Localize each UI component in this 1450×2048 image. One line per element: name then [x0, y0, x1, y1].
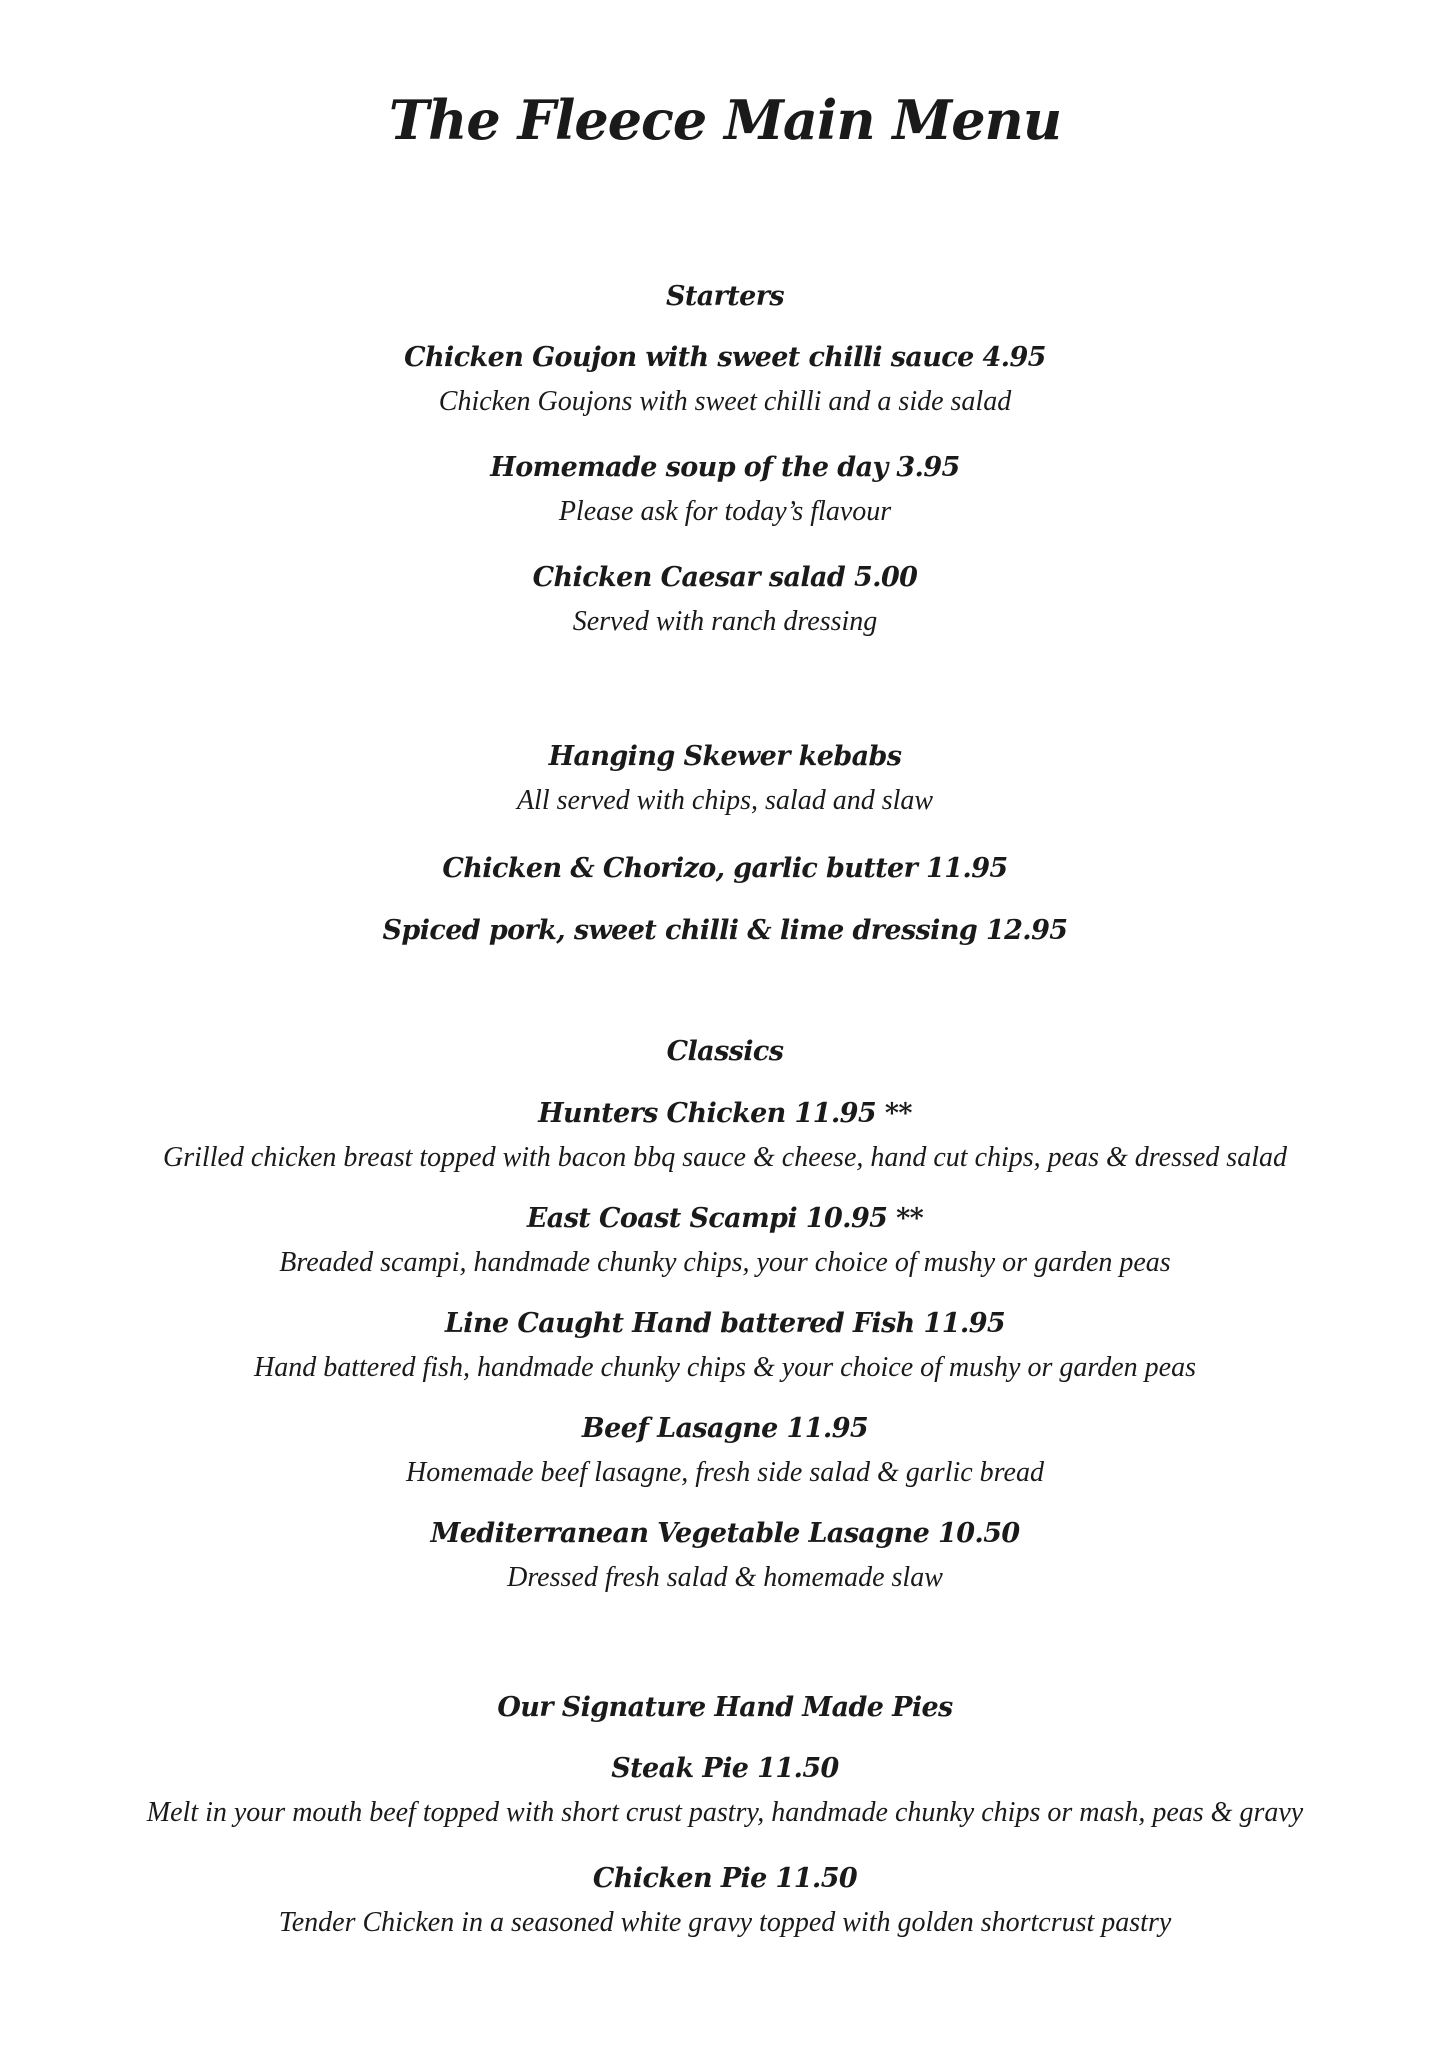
menu-item-description: Breaded scampi, handmade chunky chips, your choice of mushy or garden peas: [279, 1247, 1171, 1278]
menu-item-name: Hunters Chicken 11.95 **: [538, 1098, 912, 1129]
section-heading-classics: Classics: [666, 1036, 784, 1067]
section-heading-starters: Starters: [666, 281, 784, 312]
menu-item-name: Chicken Caesar salad 5.00: [532, 562, 918, 593]
section-heading-pies: Our Signature Hand Made Pies: [497, 1692, 953, 1723]
menu-item-description: Grilled chicken breast topped with bacon bbq sauce & cheese, hand cut chips, peas & dressed salad: [163, 1142, 1287, 1173]
menu-item-name: East Coast Scampi 10.95 **: [526, 1203, 924, 1234]
menu-item-name: Spiced pork, sweet chilli & lime dressing 12.95: [382, 915, 1068, 946]
menu-item-name: Homemade soup of the day 3.95: [490, 452, 960, 483]
section-heading-skewer-kebabs: Hanging Skewer kebabs: [548, 741, 902, 772]
menu-title: The Fleece Main Menu: [388, 88, 1062, 152]
menu-item-description: Served with ranch dressing: [572, 606, 878, 637]
menu-item-name: Chicken Pie 11.50: [592, 1863, 858, 1894]
menu-item-name: Chicken & Chorizo, garlic butter 11.95: [442, 853, 1008, 884]
menu-item-name: Chicken Goujon with sweet chilli sauce 4.95: [404, 342, 1046, 373]
menu-item-description: Please ask for today’s flavour: [558, 496, 892, 527]
menu-item-name: Mediterranean Vegetable Lasagne 10.50: [430, 1518, 1020, 1549]
menu-item-name: Steak Pie 11.50: [611, 1753, 839, 1784]
menu-item-description: Melt in your mouth beef topped with short crust pastry, handmade chunky chips or mash, peas & gravy: [146, 1797, 1304, 1828]
menu-item-name: Line Caught Hand battered Fish 11.95: [444, 1308, 1006, 1339]
menu-item-description: Tender Chicken in a seasoned white gravy topped with golden shortcrust pastry: [278, 1907, 1172, 1938]
menu-item-description: Hand battered fish, handmade chunky chips & your choice of mushy or garden peas: [254, 1352, 1196, 1383]
menu-item-description: Homemade beef lasagne, fresh side salad & garlic bread: [406, 1457, 1044, 1488]
section-subtitle: All served with chips, salad and slaw: [516, 785, 934, 816]
menu-item-description: Chicken Goujons with sweet chilli and a side salad: [438, 386, 1012, 417]
menu-item-name: Beef Lasagne 11.95: [581, 1413, 869, 1444]
menu-item-description: Dressed fresh salad & homemade slaw: [507, 1562, 943, 1593]
